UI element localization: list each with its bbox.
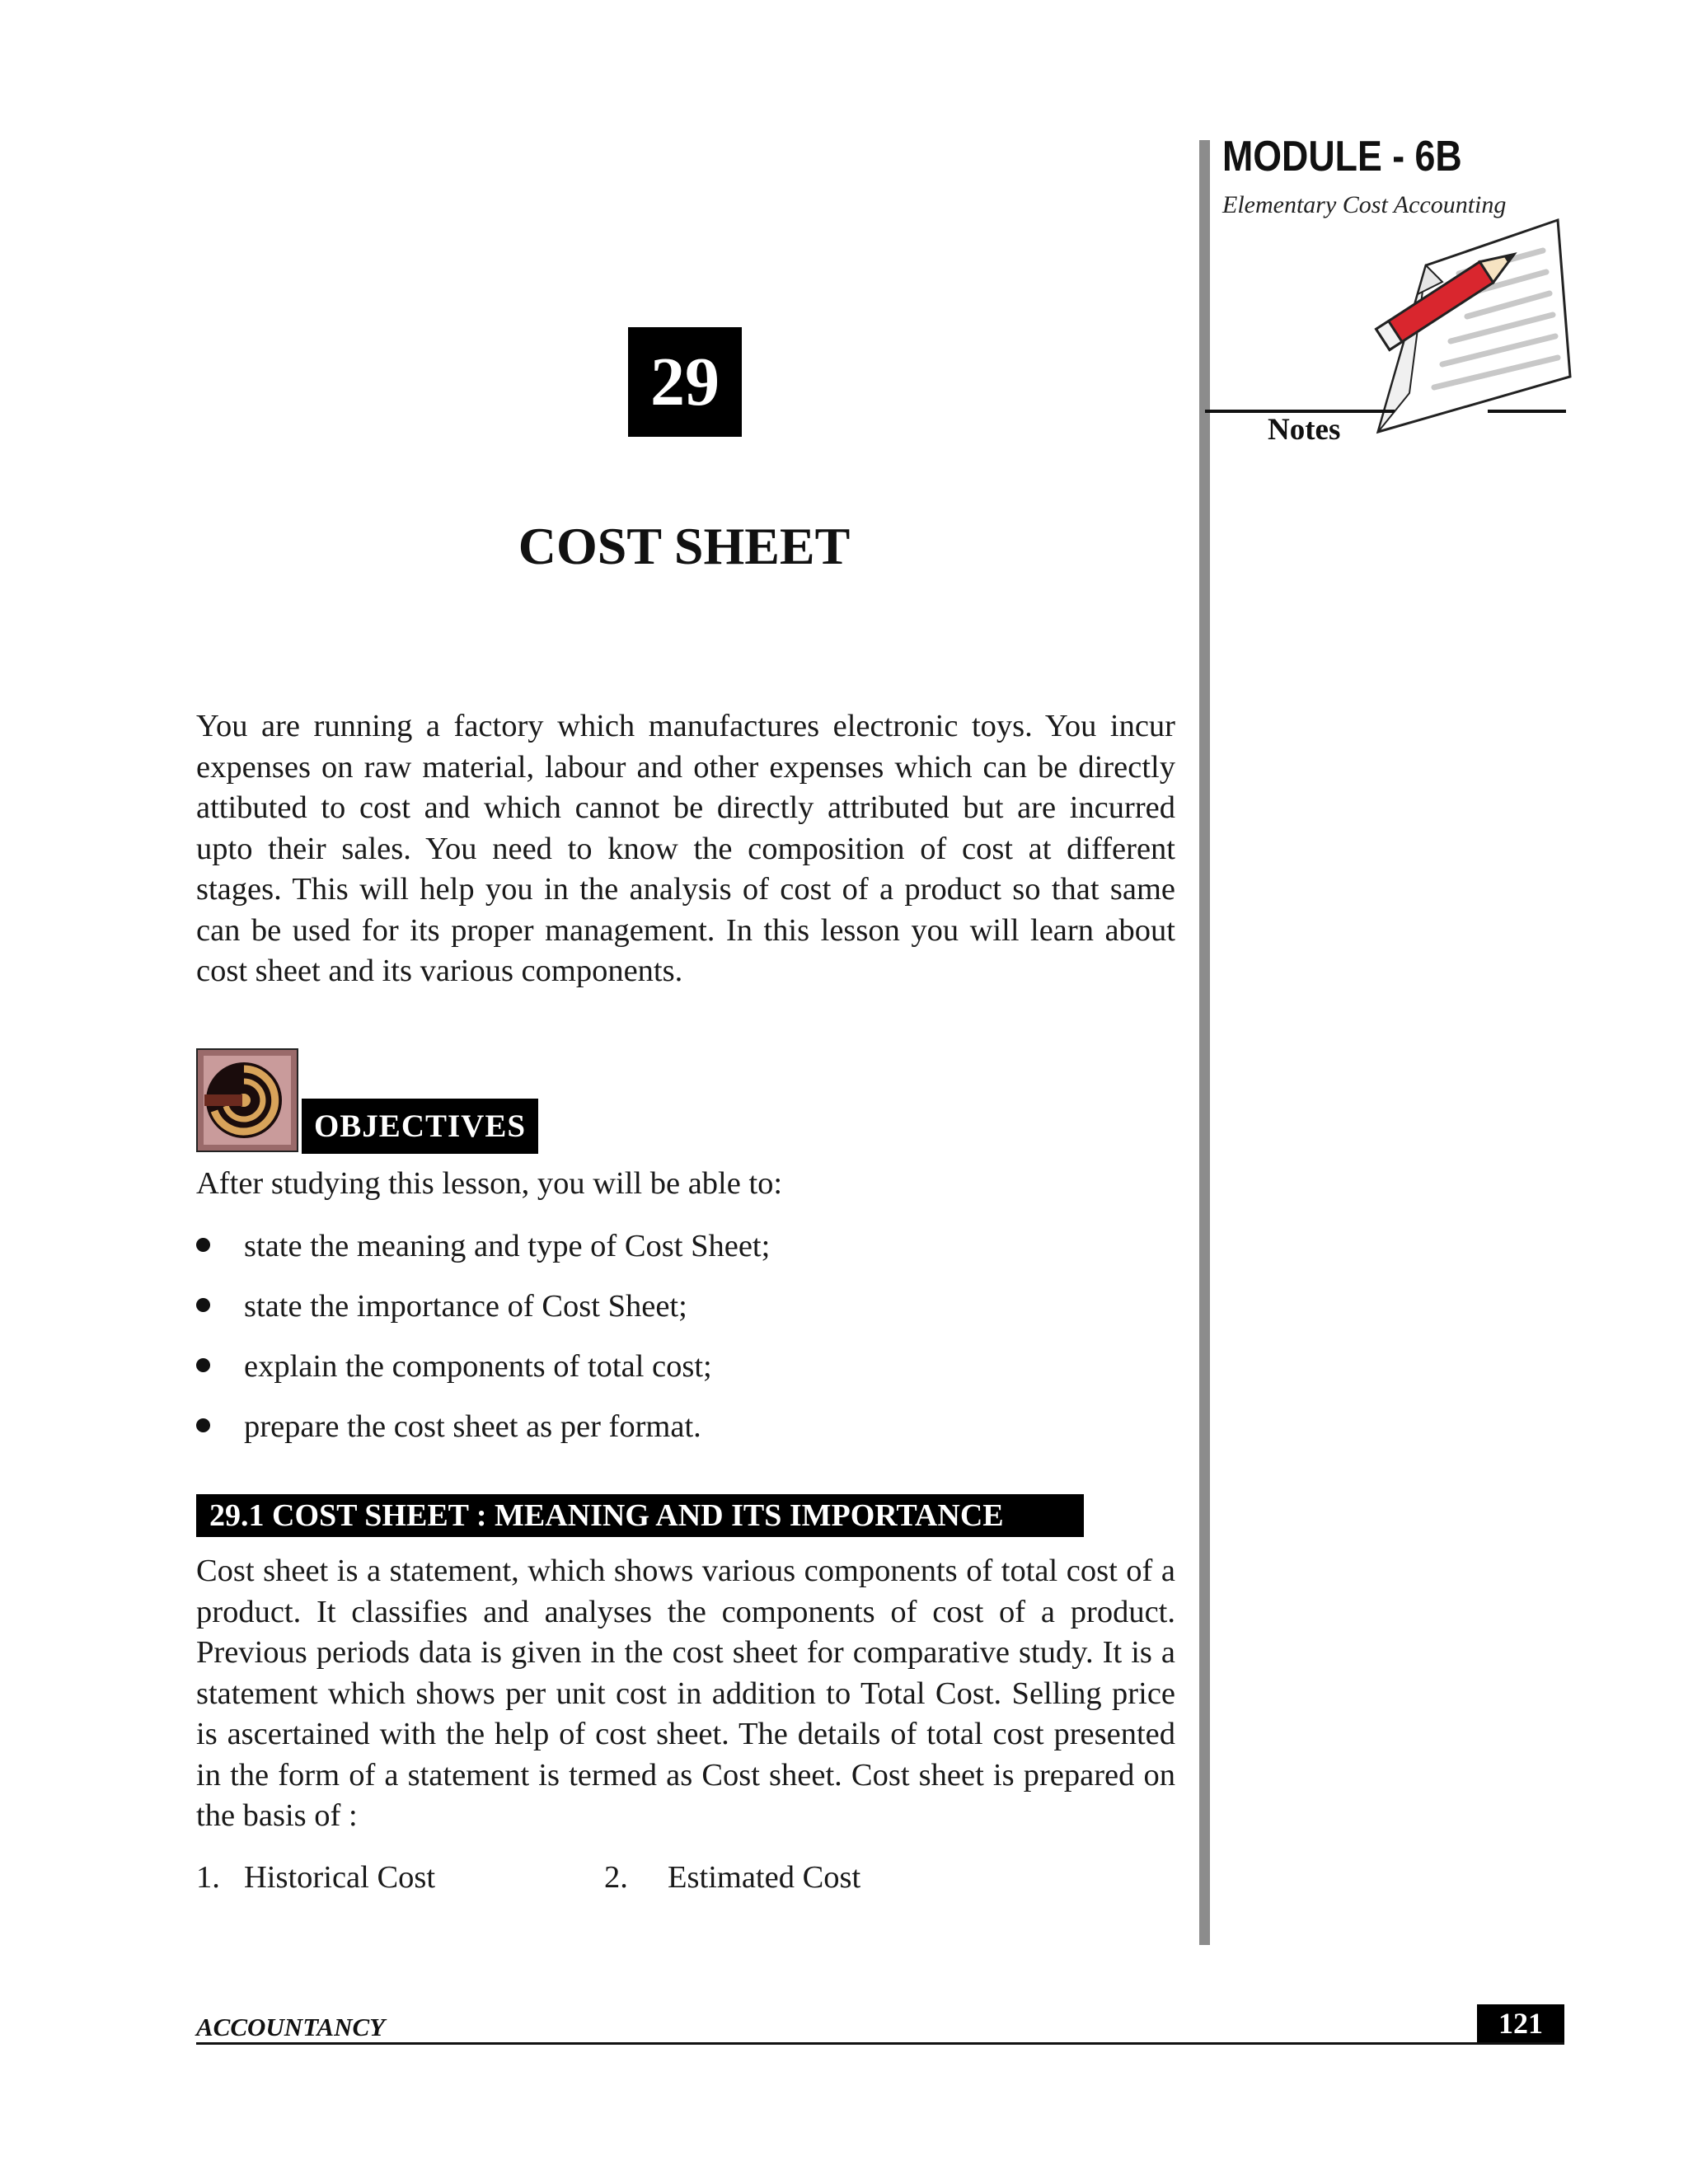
footer-subject: ACCOUNTANCY (196, 2013, 386, 2041)
module-title: MODULE - 6B (1222, 133, 1462, 180)
intro-paragraph: You are running a factory which manufactures electronic toys. You incur expenses on raw material, labour and other expenses which can be directly attibuted to cost and which cannot be directly attributed but are incurred upto their sales. You need to know the composition of cost at different stages. This will help you in the analysis of cost of a product so that same can be used for its proper management. In this lesson you will learn about cost sheet and its various components. (196, 709, 1175, 988)
notes-label: Notes (1268, 413, 1341, 447)
list-item-text: state the meaning and type of Cost Sheet; (244, 1229, 771, 1263)
basis-item (604, 1859, 860, 1896)
bullet-icon (196, 1298, 210, 1312)
list-item (196, 1286, 770, 1347)
basis-number: 1. (196, 1860, 220, 1895)
module-subtitle: Elementary Cost Accounting (1222, 191, 1507, 218)
bullet-icon (196, 1238, 210, 1252)
list-item-text: explain the components of total cost; (244, 1349, 712, 1384)
notes-rule-right (1488, 410, 1566, 413)
page-number: 121 (1477, 2004, 1564, 2042)
list-item-text: state the importance of Cost Sheet; (244, 1289, 687, 1324)
notepad-pencil-icon (1360, 216, 1574, 438)
section-paragraph: Cost sheet is a statement, which shows various components of total cost of a product. It classifies and analyses the components of cost of a product. Previous periods data is given in the cost sheet for comparative study. It is a statement which shows per unit cost in addition to Total Cost. Selling price is ascertained with the help of cost sheet. The details of total cost presented in the form of a statement is termed as Cost sheet. Cost sheet is prepared on the basis of : (196, 1554, 1175, 1833)
list-item-text: prepare the cost sheet as per format. (244, 1409, 701, 1444)
chapter-number: 29 (628, 327, 742, 437)
bullet-icon (196, 1358, 210, 1372)
basis-item (196, 1859, 435, 1896)
target-icon (196, 1048, 298, 1152)
list-item (196, 1226, 770, 1286)
basis-label: Estimated Cost (668, 1860, 861, 1895)
objectives-list (196, 1226, 770, 1467)
footer-rule (196, 2042, 1564, 2045)
basis-label: Historical Cost (244, 1860, 436, 1895)
bullet-icon (196, 1418, 210, 1432)
objectives-lead: After studying this lesson, you will be able to: (196, 1166, 783, 1201)
basis-number: 2. (604, 1860, 628, 1895)
list-item (196, 1347, 770, 1407)
objectives-label: OBJECTIVES (302, 1099, 538, 1154)
section-heading: 29.1 COST SHEET : MEANING AND ITS IMPORTANCE (196, 1494, 1084, 1537)
list-item (196, 1407, 770, 1467)
chapter-title: COST SHEET (518, 517, 851, 575)
